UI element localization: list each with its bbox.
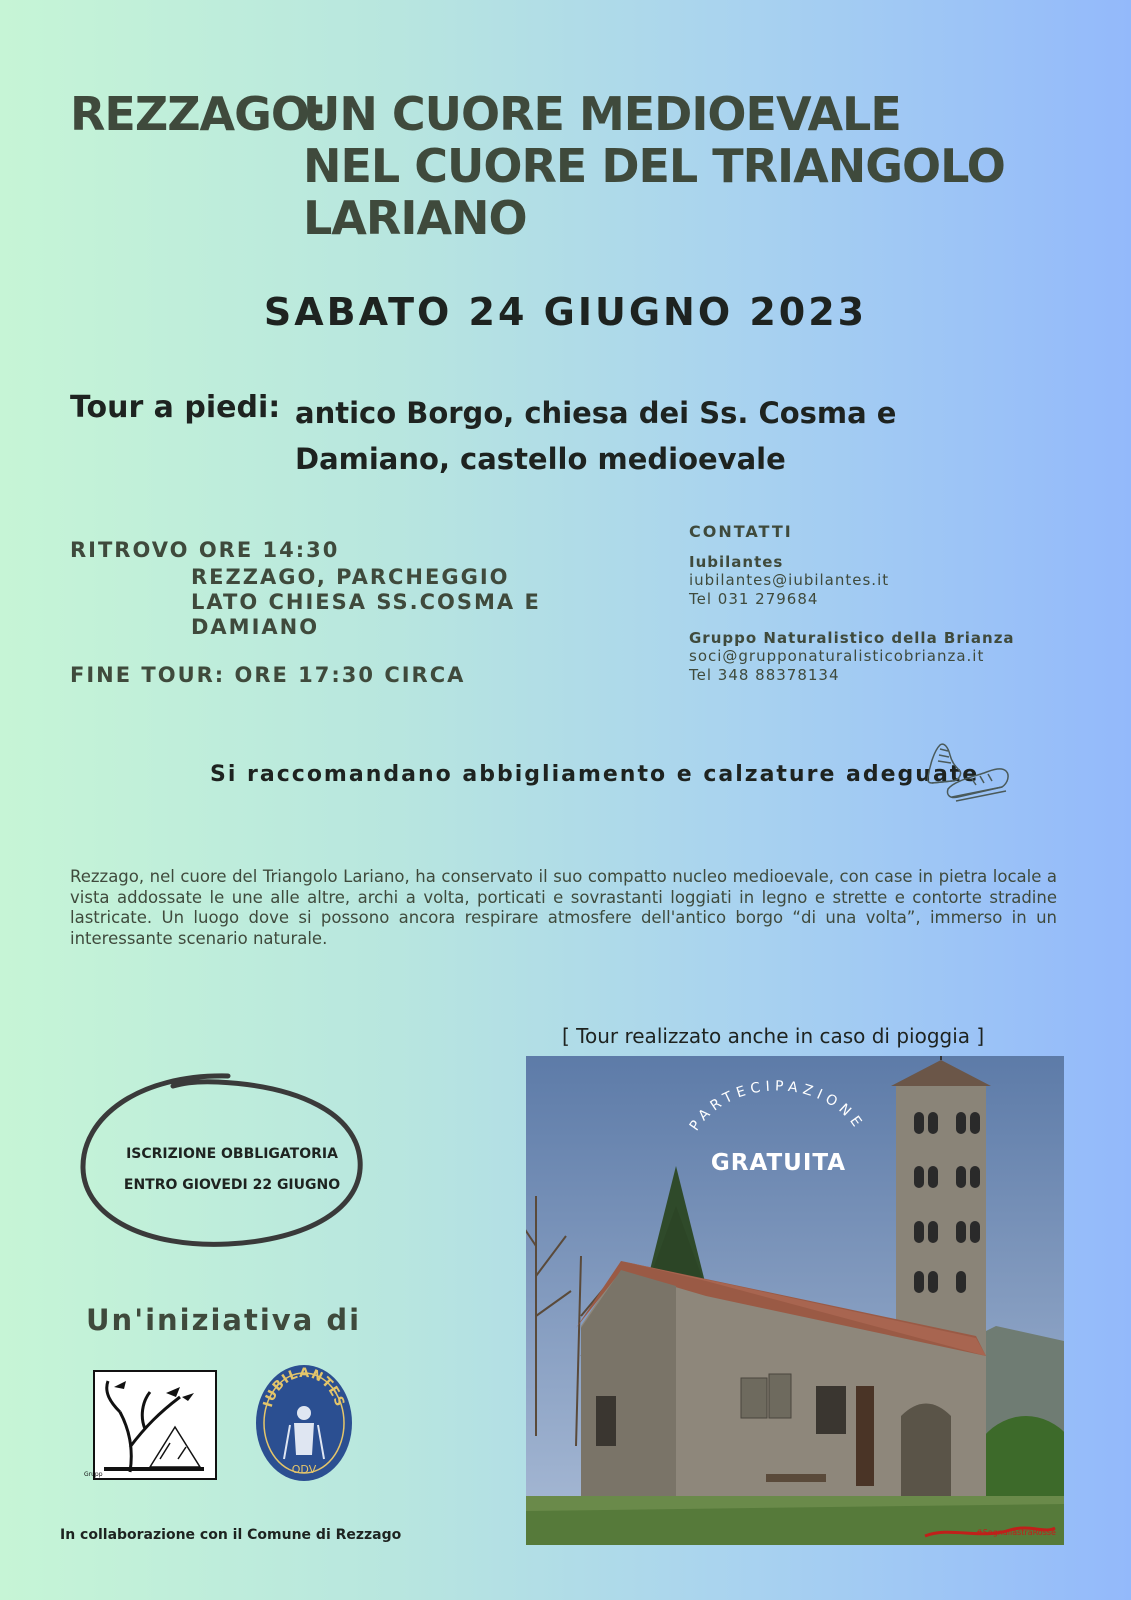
title-lead: REZZAGO: (70, 87, 327, 141)
meeting-address-line-3: DAMIANO (191, 615, 320, 639)
watermark-text: #SegnaliastraRosse (976, 1528, 1056, 1537)
initiative-heading: Un'iniziativa di (86, 1303, 362, 1337)
contact-phone: Tel 348 88378134 (689, 666, 840, 684)
logo1-caption: Grupp (84, 1471, 103, 1478)
meeting-time: RITROVO ORE 14:30 (70, 538, 340, 562)
svg-text:PARTECIPAZIONE (687, 1078, 868, 1134)
contact-phone: Tel 031 279684 (689, 590, 819, 608)
gruppo-naturalistico-logo (84, 1367, 220, 1487)
photo-watermark (920, 1524, 1060, 1542)
description-paragraph: Rezzago, nel cuore del Triangolo Lariano, ha conservato il suo compatto nucleo medioevale, con case in pietra locale a vista addossate le une alle altre, archi a volta, porticati e sovrastanti loggiati in legno e strette e contorte stradine lastricate. Un luogo dove si possono ancora respirare atmosfere dell'antico borgo “di una volta”, immerso in un interessante scenario naturale. (70, 867, 1057, 948)
registration-text (92, 1139, 372, 1201)
contact-email[interactable]: iubilantes@iubilantes.it (689, 571, 890, 589)
tour-label: Tour a piedi: (70, 390, 281, 425)
participation-label: PARTECIPAZIONE (686, 1078, 868, 1134)
contact-org-name: Gruppo Naturalistico della Brianza (689, 629, 1015, 647)
free-label: GRATUITA (710, 1150, 847, 1176)
registration-line-1: ISCRIZIONE OBBLIGATORIA (126, 1146, 338, 1162)
title-lines (303, 88, 1005, 244)
collaboration-note: In collaborazione con il Comune di Rezzago (60, 1527, 402, 1543)
title-line-1: UN CUORE MEDIOEVALE (303, 87, 901, 141)
contact-email[interactable]: soci@grupponaturalisticobrianza.it (689, 647, 985, 665)
logo2-sub: ODV (291, 1463, 317, 1476)
sneakers-icon (922, 737, 1014, 813)
recommendation-text: Si raccomandano abbigliamento e calzature adeguate (210, 762, 980, 787)
logo2-text: IUBILANTES (260, 1365, 348, 1410)
iubilantes-logo (254, 1363, 354, 1487)
meeting-address-line-1: REZZAGO, PARCHEGGIO (191, 565, 510, 589)
contact-org-name: Iubilantes (689, 553, 784, 571)
rain-note: [ Tour realizzato anche in caso di pioggia ] (562, 1024, 985, 1048)
meeting-address (191, 565, 541, 640)
tour-end-time: FINE TOUR: ORE 17:30 CIRCA (70, 663, 466, 687)
title-line-2: NEL CUORE DEL TRIANGOLO (303, 139, 1005, 193)
tour-description: antico Borgo, chiesa dei Ss. Cosma e Damiano, castello medioevale (295, 396, 897, 476)
title-line-3: LARIANO (303, 191, 527, 245)
meeting-address-line-2: LATO CHIESA SS.COSMA E (191, 590, 541, 614)
contacts-heading: CONTATTI (689, 522, 793, 541)
event-date: SABATO 24 GIUGNO 2023 (263, 290, 868, 334)
contacts-block (689, 522, 1015, 685)
registration-line-2: ENTRO GIOVEDI 22 GIUGNO (123, 1177, 341, 1193)
